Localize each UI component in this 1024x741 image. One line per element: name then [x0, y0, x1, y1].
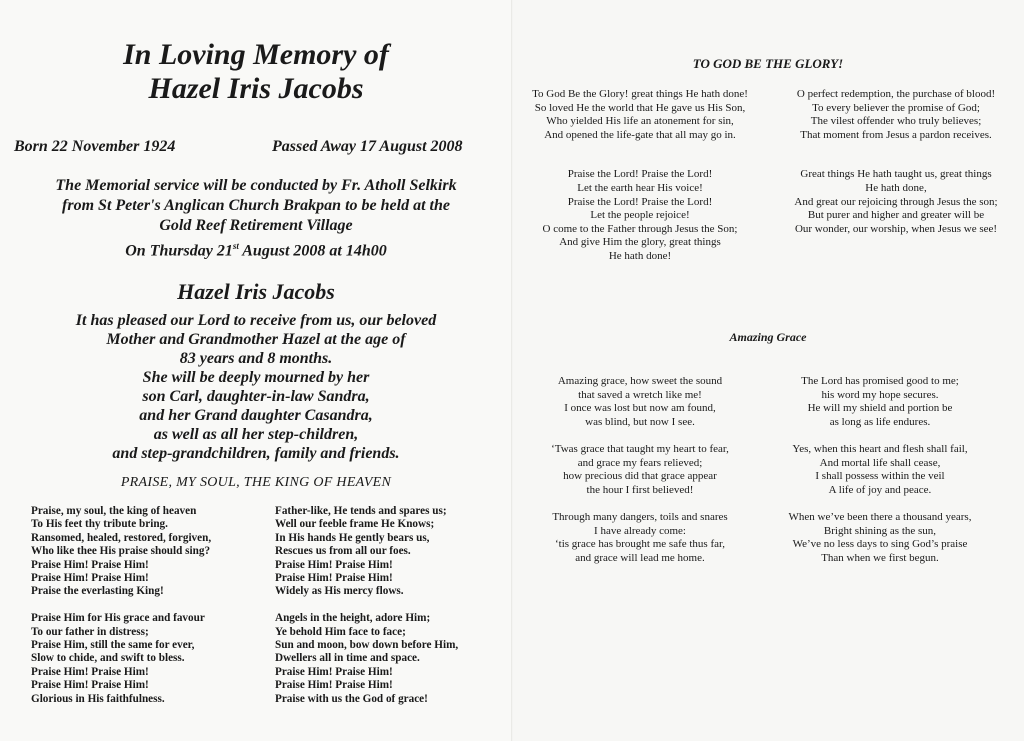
hymn-line: Praise Him! Praise Him! [31, 665, 149, 678]
hymn-line: Widely as His mercy flows. [275, 585, 404, 598]
hymn-line: In His hands He gently bears us, [275, 531, 430, 544]
hymn-line: The Lord has promised good to me; [801, 375, 959, 387]
hymn-stanza [31, 505, 266, 599]
hymn-line: Praise the everlasting King! [31, 585, 164, 598]
service-date-line [0, 236, 512, 261]
hymn-stanza [31, 612, 266, 706]
hymn-line: I have already come: [594, 524, 686, 537]
hymn-stanza [515, 511, 765, 565]
hymn-line: Well our feeble frame He Knows; [275, 518, 435, 531]
hymn-line: Angels in the height, adore Him; [275, 612, 431, 625]
hymn-line: that saved a wretch like me! [578, 388, 702, 401]
hymn-line: He will my shield and portion be [807, 402, 953, 415]
hymn-line: Sun and moon, bow down before Him, [275, 639, 459, 652]
service-date-suffix: August 2008 at 14h00 [238, 242, 387, 260]
hymn-line: To our father in distress; [31, 625, 149, 638]
hymn-title-amazing-grace: Amazing Grace [729, 330, 807, 344]
obituary-line: son Carl, daughter-in-law Sandra, [142, 388, 370, 405]
hymn-stanza [768, 168, 1024, 236]
hymn-line: and grace will lead me home. [575, 551, 705, 564]
memorial-title-line-1: In Loving Memory of [123, 38, 389, 71]
hymn-line: Rescues us from all our foes. [275, 545, 411, 558]
hymn-stanza [512, 88, 768, 142]
hymn-line: Father-like, He tends and spares us; [275, 505, 447, 517]
hymn-line: Praise Him, still the same for ever, [31, 639, 195, 652]
hymn-line: And great our rejoicing through Jesus the son; [794, 195, 998, 208]
hymn-line: Amazing grace, how sweet the sound [557, 375, 723, 387]
hymn-stanza [755, 443, 1005, 497]
hymn-line: He hath done! [608, 249, 672, 262]
obituary-line: as well as all her step-children, [153, 426, 359, 443]
hymn-stanza [512, 168, 768, 263]
obituary-line: It has pleased our Lord to receive from us, our beloved [75, 312, 437, 329]
hymn-stanza [275, 505, 505, 599]
hymn-line: When we’ve been there a thousand years, [788, 510, 972, 523]
obituary-line: 83 years and 8 months. [179, 350, 333, 367]
hymn-line: And opened the life-gate that all may go in. [544, 128, 736, 141]
obituary-line: and her Grand daughter Casandra, [139, 407, 373, 424]
hymn-line: Praise Him! Praise Him! [31, 572, 149, 585]
hymn-line: O come to the Father through Jesus the Son; [542, 222, 738, 235]
hymn-line: Praise Him! Praise Him! [31, 679, 149, 692]
hymn-line: Who like thee His praise should sing? [31, 545, 211, 558]
hymn-line: Praise the Lord! Praise the Lord! [567, 195, 713, 208]
memorial-title [0, 38, 512, 106]
hymn-line: Praise Him! Praise Him! [31, 558, 149, 571]
glory-column-right [768, 88, 1024, 262]
hymn-line: He hath done, [865, 181, 927, 194]
obituary-line: Mother and Grandmother Hazel at the age of [106, 331, 406, 348]
hymn-line: Let the people rejoice! [590, 209, 690, 222]
hymn-line: Slow to chide, and swift to bless. [31, 652, 185, 665]
hymn-line: how precious did that grace appear [563, 470, 717, 483]
hymn-line: was blind, but now I see. [585, 415, 695, 428]
hymn-line: Praise Him! Praise Him! [275, 558, 393, 571]
hymn-line: To His feet thy tribute bring. [31, 518, 168, 531]
hymn-stanza [768, 88, 1024, 142]
hymn-line: Praise Him! Praise Him! [275, 679, 393, 692]
hymn-line: ‘Twas grace that taught my heart to fear, [551, 442, 729, 455]
obituary-text [0, 311, 512, 463]
hymn-column-left [31, 505, 266, 719]
service-details [0, 176, 512, 261]
hymn-line: Praise Him! Praise Him! [275, 572, 393, 585]
hymn-line: O perfect redemption, the purchase of blood! [796, 88, 996, 100]
hymn-line: So loved He the world that He gave us His Son, [534, 101, 746, 114]
hymn-line: Glorious in His faithfulness. [31, 692, 165, 705]
hymn-line: Praise with us the God of grace! [275, 692, 428, 705]
hymn-line: I shall possess within the veil [815, 470, 945, 483]
obituary-line: She will be deeply mourned by her [142, 369, 370, 386]
hymn-stanza [755, 375, 1005, 429]
hymn-line: his word my hope secures. [821, 388, 939, 401]
service-line: The Memorial service will be conducted by Fr. Atholl Selkirk [55, 177, 457, 194]
hymn-line: To every believer the promise of God; [812, 101, 980, 114]
hymn-line: Praise, my soul, the king of heaven [31, 505, 197, 517]
hymn-line: Let the earth hear His voice! [577, 181, 703, 194]
hymn-line: the hour I first believed! [586, 483, 694, 496]
memorial-title-line-2: Hazel Iris Jacobs [148, 72, 364, 105]
hymn-line: Through many dangers, toils and snares [552, 510, 728, 523]
hymn-stanza [755, 511, 1005, 565]
grace-column-right [755, 375, 1005, 579]
hymn-line: Dwellers all in time and space. [275, 652, 420, 665]
hymn-line: Ye behold Him face to face; [275, 625, 406, 638]
hymn-stanza [515, 443, 765, 497]
hymn-line: A life of joy and peace. [828, 483, 932, 496]
service-line: from St Peter's Anglican Church Brakpan to be held at the [62, 197, 450, 214]
hymn-line: as long as life endures. [829, 415, 931, 428]
hymn-line: Praise Him for His grace and favour [31, 612, 205, 625]
obituary-line: and step-grandchildren, family and friends. [112, 445, 400, 462]
deceased-name: Hazel Iris Jacobs [177, 279, 335, 304]
hymn-line: I once was lost but now am found, [564, 402, 716, 415]
hymn-line: Who yielded His life an atonement for sin, [546, 115, 734, 128]
hymn-line: ‘tis grace has brought me safe thus far, [554, 538, 725, 551]
birth-date: Born 22 November 1924 [14, 138, 176, 155]
glory-column-left [512, 88, 768, 290]
hymn-line: Yes, when this heart and flesh shall fail, [792, 442, 968, 455]
hymn-line: But purer and higher and greater will be [807, 209, 985, 222]
hymn-line: And mortal life shall cease, [819, 456, 941, 469]
hymn-line: Ransomed, healed, restored, forgiven, [31, 531, 212, 544]
hymn-line: Our wonder, our worship, when Jesus we see! [794, 222, 998, 235]
hymn-line: That moment from Jesus a pardon receives. [800, 128, 992, 141]
hymn-line: and grace my fears relieved; [577, 456, 703, 469]
hymn-stanza [275, 612, 505, 706]
hymn-title-praise-my-soul: PRAISE, MY SOUL, THE KING OF HEAVEN [120, 475, 392, 490]
hymn-line: Praise the Lord! Praise the Lord! [567, 168, 713, 181]
hymn-line: Great things He hath taught us, great things [800, 168, 992, 181]
death-date: Passed Away 17 August 2008 [272, 138, 463, 155]
hymn-line: To God Be the Glory! great things He hath done! [532, 88, 748, 100]
service-date-ordinal: st [232, 241, 239, 251]
hymn-column-right [275, 505, 505, 719]
service-date-prefix: On Thursday 21 [125, 242, 233, 260]
hymn-line: We’ve no less days to sing God’s praise [792, 538, 968, 551]
hymn-line: Praise Him! Praise Him! [275, 665, 393, 678]
hymn-line: Bright shining as the sun, [823, 524, 937, 537]
hymn-line: The vilest offender who truly believes; [810, 115, 982, 128]
hymn-line: Than when we first begun. [821, 551, 939, 564]
hymn-stanza [515, 375, 765, 429]
grace-column-left [515, 375, 765, 579]
hymn-title-to-god-be-the-glory: TO GOD BE THE GLORY! [692, 56, 844, 71]
service-line: Gold Reef Retirement Village [159, 217, 353, 234]
hymn-line: And give Him the glory, great things [559, 236, 721, 249]
